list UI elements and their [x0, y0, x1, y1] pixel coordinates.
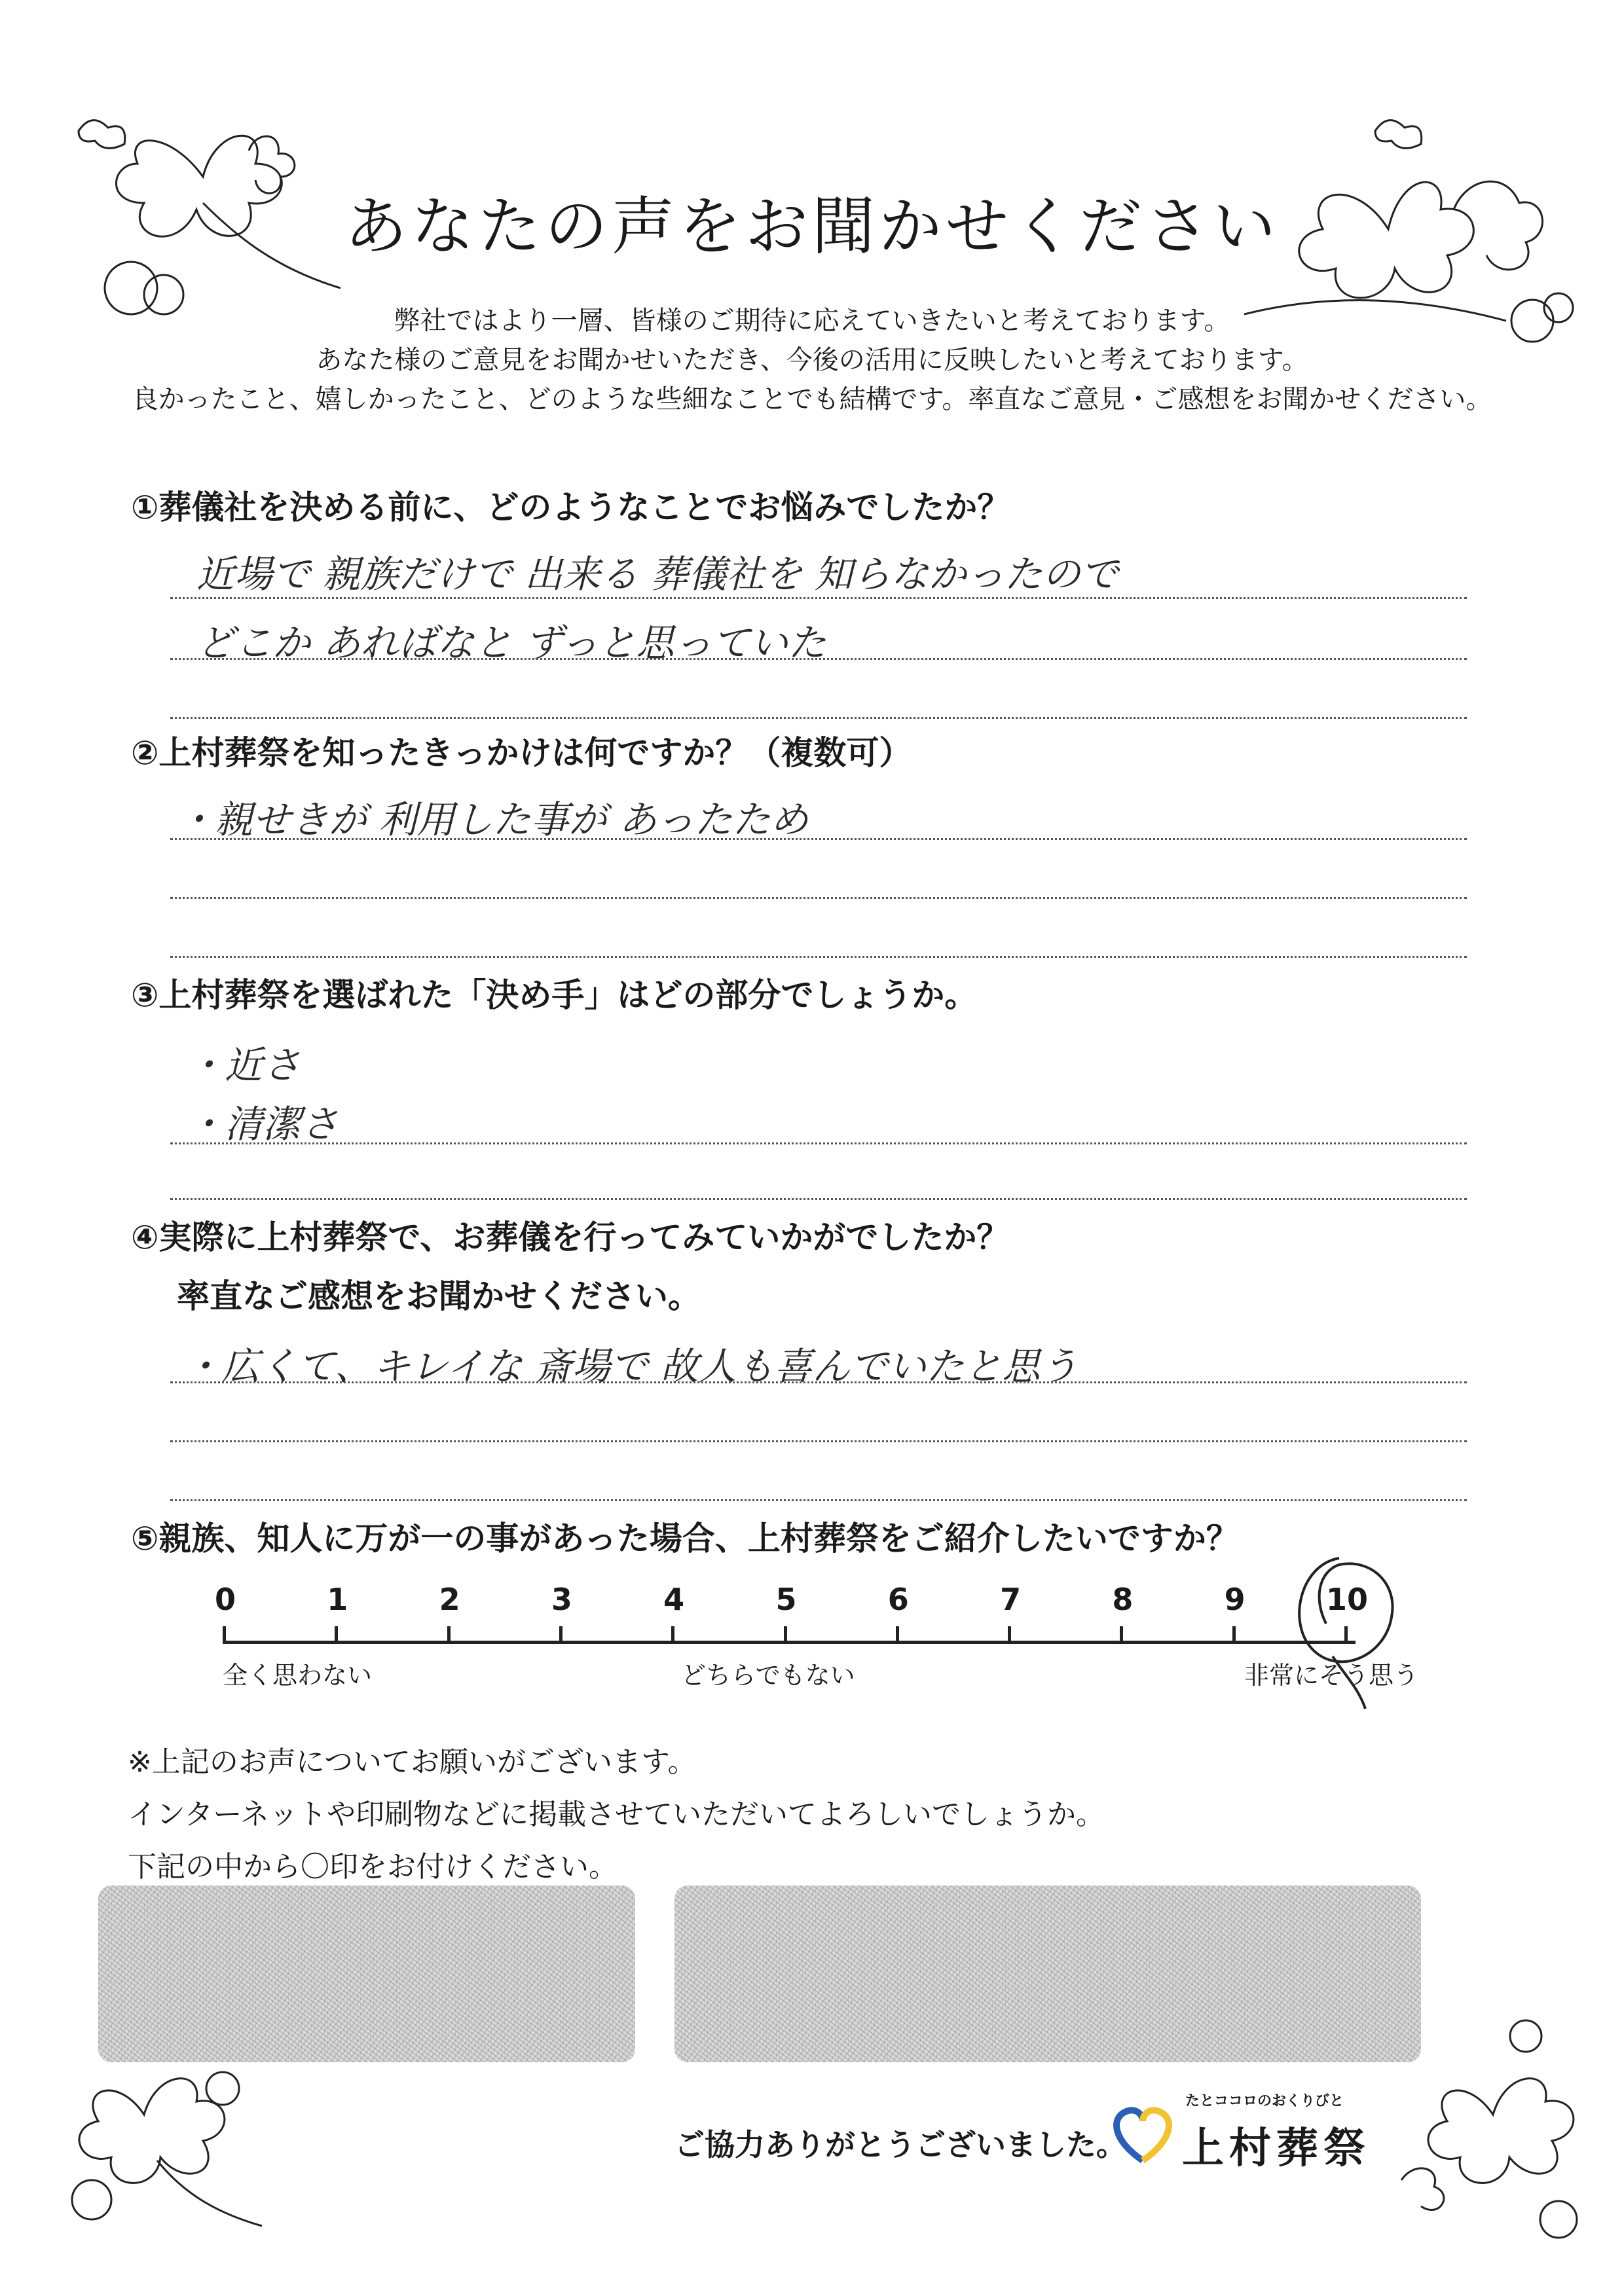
rating-number-3: 3 [551, 1582, 572, 1617]
question-2-answer-1: ・親せきが 利用した事が あったため [177, 797, 809, 842]
footer-thanks: ご協力ありがとうございました。 [674, 2127, 1126, 2162]
rating-number-4: 4 [663, 1582, 685, 1617]
question-1-label: ①葬儀社を決める前に、どのようなことでお悩みでしたか？ [131, 488, 1010, 526]
answer-rule [170, 1381, 1467, 1383]
question-5-label: ⑤親族、知人に万が一の事があった場合、上村葬祭をご紹介したいですか？ [131, 1520, 1239, 1558]
rating-scale-line [223, 1641, 1356, 1644]
question-2-label: ②上村葬祭を知ったきっかけは何ですか？（複数可） [131, 734, 912, 772]
notice-line-3: 下記の中から〇印をお付けください。 [128, 1850, 618, 1884]
answer-rule [170, 1198, 1467, 1200]
rating-tick [1008, 1626, 1011, 1642]
notice-line-1: ※上記のお声についてお願いがございます。 [128, 1745, 697, 1779]
rating-label-mid: どちらでもない [681, 1661, 855, 1690]
rating-tick [784, 1626, 787, 1642]
rating-number-6: 6 [887, 1582, 909, 1617]
rating-tick [559, 1626, 563, 1642]
question-4-label-line-2: 率直なご感想をお聞かせください。 [177, 1277, 701, 1315]
heart-logo-icon [1107, 2098, 1179, 2170]
answer-rule [170, 597, 1467, 599]
rating-number-5: 5 [775, 1582, 797, 1617]
answer-rule [170, 1142, 1467, 1144]
brand-name: 上村葬祭 [1182, 2124, 1371, 2173]
answer-rule [170, 956, 1467, 958]
rating-number-1: 1 [327, 1582, 348, 1617]
answer-rule [170, 838, 1467, 840]
rating-tick [1120, 1626, 1123, 1642]
question-4-answer-1: ・広くて、キレイな 斎場で 故人も喜んでいたと思う [183, 1344, 1079, 1389]
rating-number-8: 8 [1112, 1582, 1134, 1617]
rating-number-2: 2 [439, 1582, 460, 1617]
intro-line-1: 弊社ではより一層、皆様のご期待に応えていきたいと考えております。 [394, 306, 1230, 336]
rating-tick [671, 1626, 674, 1642]
answer-rule [170, 658, 1467, 660]
rating-tick [896, 1626, 899, 1642]
question-1-answer-2: どこか あればなと ずっと思っていた [196, 621, 826, 665]
question-4-label-line-1: ④実際に上村葬祭で、お葬儀を行ってみていかがでしたか？ [131, 1218, 1010, 1256]
rating-tick [1232, 1626, 1236, 1642]
rating-label-high: 非常にそう思う [1244, 1661, 1419, 1690]
answer-rule [170, 1499, 1467, 1501]
intro-line-2: あなた様のご意見をお聞かせいただき、今後の活用に反映したいと考えております。 [316, 345, 1308, 375]
answer-rule [170, 717, 1467, 719]
question-1-answer-1: 近場で 親族だけで 出来る 葬儀社を 知らなかったので [196, 552, 1118, 596]
rating-number-7: 7 [1000, 1582, 1022, 1617]
question-3-label: ③上村葬祭を選ばれた「決め手」はどの部分でしょうか。 [131, 976, 978, 1014]
rating-label-low: 全く思わない [223, 1661, 373, 1690]
intro-line-3: 良かったこと、嬉しかったこと、どのような些細なことでも結構です。率直なご意見・ご感想をお聞かせください。 [132, 384, 1492, 414]
page-title: あなたの声をお聞かせください [344, 190, 1280, 263]
brand-tagline: たとココロのおくりびと [1185, 2093, 1344, 2109]
rating-number-0: 0 [214, 1582, 236, 1617]
rating-tick [223, 1626, 226, 1642]
selected-rating-circle-icon [1274, 1545, 1405, 1715]
rating-number-9: 9 [1224, 1582, 1246, 1617]
answer-rule [170, 1440, 1467, 1442]
question-3-answer-2: ・清潔さ [187, 1102, 339, 1146]
question-3-answer-1: ・近さ [187, 1043, 301, 1087]
answer-rule [170, 897, 1467, 899]
notice-line-2: インターネットや印刷物などに掲載させていただいてよろしいでしょうか。 [128, 1798, 1105, 1831]
rating-number-10: 10 [1325, 1582, 1368, 1617]
rating-tick [335, 1626, 338, 1642]
redacted-area-left [98, 1886, 635, 2062]
redacted-area-right [674, 1886, 1421, 2062]
rating-tick [447, 1626, 451, 1642]
